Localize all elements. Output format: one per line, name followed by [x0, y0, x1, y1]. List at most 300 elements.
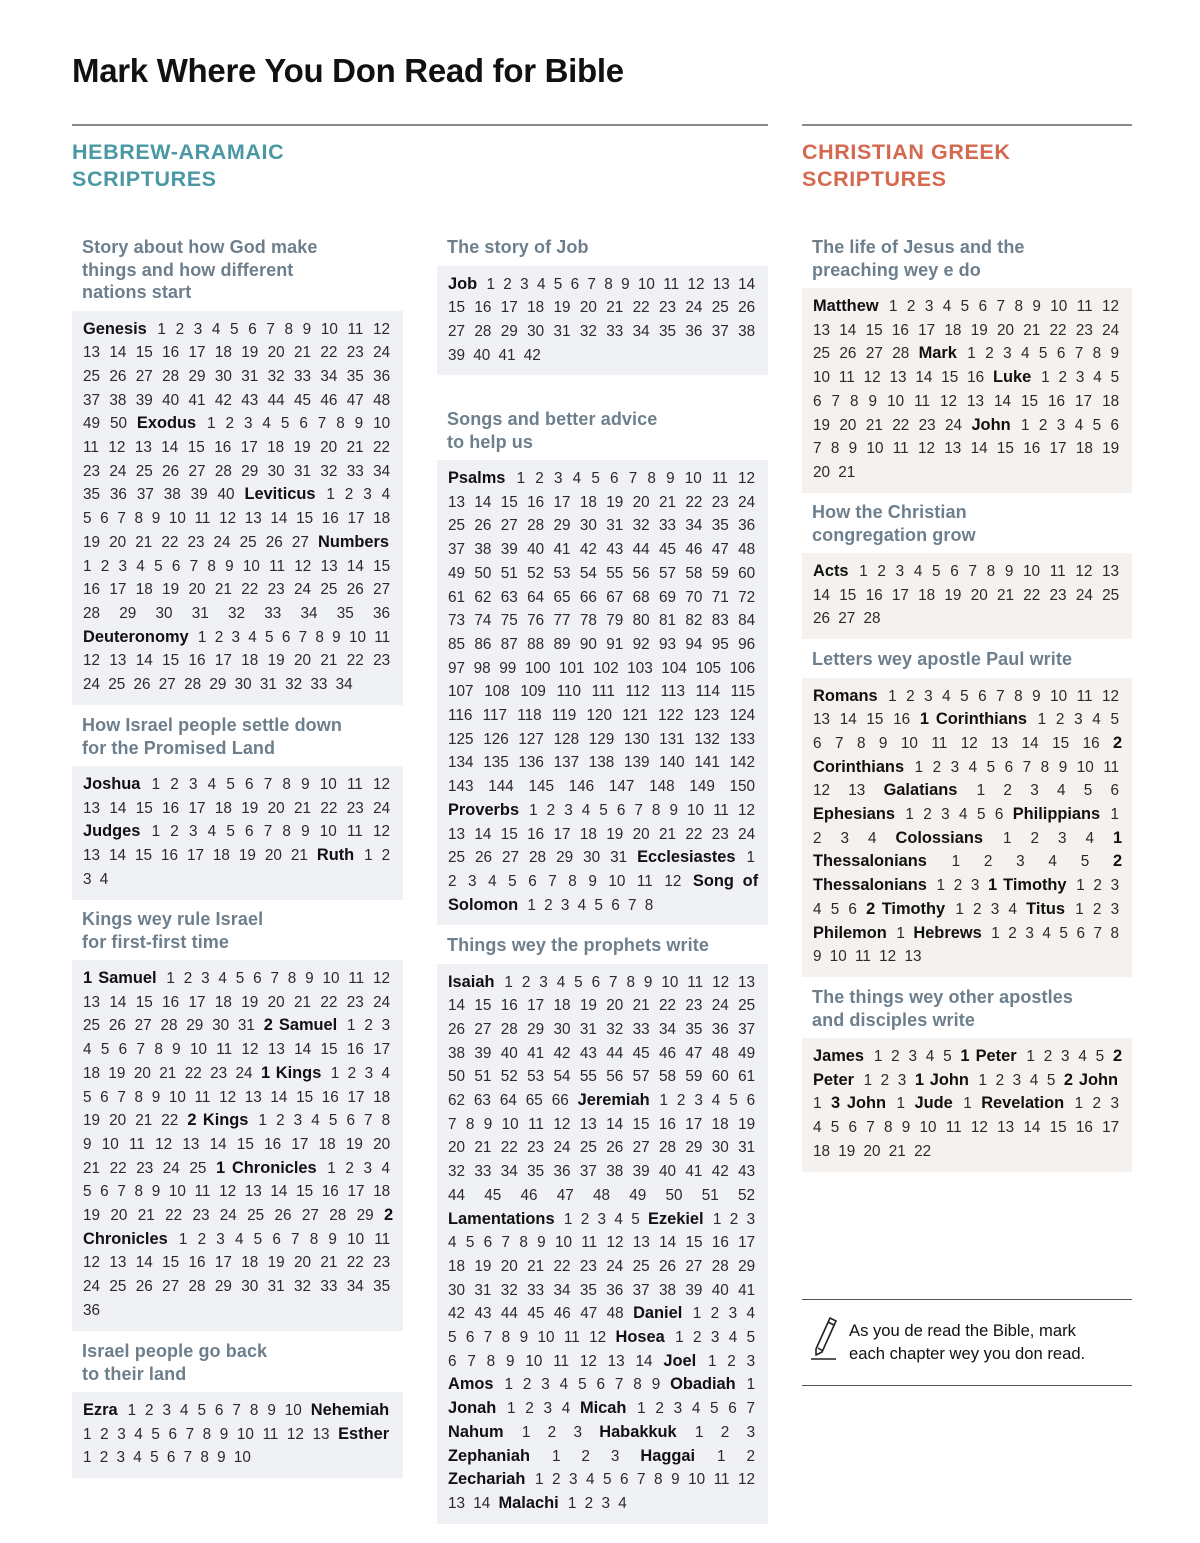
- chapter-number[interactable]: 19: [241, 799, 259, 817]
- chapter-number[interactable]: 36: [373, 367, 391, 385]
- chapter-number[interactable]: 9: [301, 823, 310, 841]
- chapter-number[interactable]: 43: [606, 541, 624, 559]
- chapter-number[interactable]: 14: [270, 1088, 288, 1106]
- chapter-number[interactable]: 6: [596, 1376, 605, 1394]
- chapter-number[interactable]: 11: [1103, 758, 1120, 776]
- chapter-number[interactable]: 3: [363, 1159, 372, 1177]
- chapter-number[interactable]: 28: [329, 1207, 347, 1225]
- chapter-number[interactable]: 3: [970, 877, 980, 895]
- chapter-number[interactable]: 2: [727, 1352, 736, 1370]
- chapter-number[interactable]: 107: [448, 683, 474, 701]
- chapter-number[interactable]: 8: [200, 1449, 209, 1467]
- chapter-number[interactable]: 2: [1003, 782, 1012, 800]
- chapter-number[interactable]: 13: [312, 1425, 330, 1443]
- chapter-number[interactable]: 9: [1032, 298, 1041, 315]
- chapter-number[interactable]: 131: [659, 730, 685, 748]
- chapter-number[interactable]: 28: [892, 345, 910, 363]
- chapter-number[interactable]: 1: [707, 1352, 717, 1370]
- chapter-number[interactable]: 10: [242, 557, 260, 575]
- chapter-number[interactable]: 23: [1049, 586, 1067, 604]
- chapter-number[interactable]: 33: [320, 1278, 338, 1296]
- chapter-number[interactable]: 7: [996, 687, 1005, 705]
- chapter-number[interactable]: 8: [1092, 345, 1102, 363]
- chapter-number[interactable]: 6: [1110, 782, 1120, 800]
- chapter-number[interactable]: 19: [83, 533, 101, 551]
- chapter-number[interactable]: 5: [986, 758, 996, 776]
- chapter-number[interactable]: 8: [282, 823, 291, 841]
- chapter-number[interactable]: 2: [584, 1494, 594, 1512]
- chapter-number[interactable]: 38: [474, 541, 492, 559]
- chapter-number[interactable]: 12: [737, 801, 755, 819]
- chapter-number[interactable]: 21: [1023, 321, 1041, 339]
- chapter-number[interactable]: 22: [109, 1159, 127, 1177]
- chapter-number[interactable]: 12: [1075, 563, 1093, 580]
- chapter-number[interactable]: 10: [189, 1041, 207, 1059]
- chapter-number[interactable]: 13: [320, 557, 338, 575]
- chapter-number[interactable]: 3: [897, 1071, 907, 1089]
- chapter-number[interactable]: 3: [1061, 1048, 1070, 1065]
- chapter-number[interactable]: 20: [996, 321, 1014, 339]
- chapter-number[interactable]: 4: [572, 470, 582, 487]
- chapter-number[interactable]: 5: [1110, 369, 1120, 387]
- chapter-number[interactable]: 21: [137, 1207, 155, 1225]
- chapter-number[interactable]: 10: [348, 628, 366, 646]
- chapter-number[interactable]: 17: [188, 993, 206, 1011]
- chapter-number[interactable]: 41: [188, 391, 206, 409]
- chapter-number[interactable]: 7: [746, 1400, 756, 1418]
- chapter-number[interactable]: 27: [135, 367, 153, 385]
- chapter-number[interactable]: 15: [500, 493, 518, 511]
- chapter-number[interactable]: 37: [738, 1020, 756, 1038]
- chapter-number[interactable]: 1: [567, 1494, 577, 1512]
- chapter-number[interactable]: 13: [813, 711, 831, 729]
- chapter-number[interactable]: 14: [474, 493, 492, 511]
- chapter-number[interactable]: 35: [83, 486, 101, 504]
- chapter-number[interactable]: 32: [579, 322, 597, 340]
- chapter-number[interactable]: 99: [499, 659, 517, 677]
- chapter-number[interactable]: 100: [524, 659, 551, 677]
- chapter-number[interactable]: 23: [685, 997, 703, 1015]
- chapter-number[interactable]: 5: [328, 1112, 338, 1130]
- chapter-number[interactable]: 16: [321, 1088, 339, 1106]
- chapter-number[interactable]: 1: [888, 687, 897, 705]
- chapter-number[interactable]: 23: [267, 581, 285, 599]
- chapter-number[interactable]: 6: [1110, 416, 1120, 434]
- chapter-number[interactable]: 3: [1012, 1071, 1022, 1089]
- chapter-number[interactable]: 3: [990, 900, 1000, 918]
- chapter-number[interactable]: 141: [694, 754, 720, 772]
- chapter-number[interactable]: 4: [1008, 900, 1017, 918]
- chapter-number[interactable]: 10: [554, 1234, 572, 1252]
- chapter-number[interactable]: 22: [685, 493, 703, 511]
- chapter-number[interactable]: 26: [108, 1017, 126, 1035]
- chapter-number[interactable]: 7: [587, 275, 596, 293]
- chapter-number[interactable]: 22: [184, 1064, 202, 1082]
- chapter-number[interactable]: 5: [100, 1041, 110, 1059]
- chapter-number[interactable]: 22: [161, 1112, 179, 1130]
- chapter-number[interactable]: 43: [579, 1044, 597, 1062]
- chapter-number[interactable]: 82: [685, 612, 703, 630]
- chapter-number[interactable]: 12: [879, 948, 897, 966]
- chapter-number[interactable]: 2: [344, 486, 354, 504]
- chapter-number[interactable]: 40: [500, 1044, 518, 1062]
- chapter-number[interactable]: 29: [685, 1139, 703, 1157]
- chapter-number[interactable]: 2: [676, 1092, 686, 1110]
- chapter-number[interactable]: 4: [728, 1329, 738, 1347]
- chapter-number[interactable]: 46: [685, 541, 703, 559]
- chapter-number[interactable]: 23: [83, 462, 101, 480]
- chapter-number[interactable]: 15: [134, 847, 152, 865]
- chapter-number[interactable]: 19: [738, 1115, 756, 1133]
- chapter-number[interactable]: 32: [228, 604, 246, 622]
- chapter-number[interactable]: 44: [500, 1305, 518, 1323]
- chapter-number[interactable]: 15: [373, 557, 391, 575]
- chapter-number[interactable]: 9: [217, 1449, 226, 1467]
- chapter-number[interactable]: 17: [188, 799, 206, 817]
- chapter-number[interactable]: 21: [294, 344, 312, 362]
- chapter-number[interactable]: 2: [877, 563, 886, 580]
- chapter-number[interactable]: 13: [83, 344, 101, 362]
- chapter-number[interactable]: 20: [632, 493, 650, 511]
- chapter-number[interactable]: 2: [655, 1400, 664, 1418]
- chapter-number[interactable]: 16: [264, 1135, 282, 1153]
- chapter-number[interactable]: 47: [685, 1044, 703, 1062]
- chapter-number[interactable]: 9: [267, 1402, 276, 1419]
- chapter-number[interactable]: 146: [568, 778, 595, 796]
- chapter-number[interactable]: 23: [711, 825, 729, 843]
- chapter-number[interactable]: 1: [534, 1471, 544, 1489]
- chapter-number[interactable]: 24: [738, 493, 756, 511]
- chapter-number[interactable]: 142: [729, 754, 756, 772]
- chapter-number[interactable]: 2: [345, 1159, 354, 1177]
- chapter-number[interactable]: 66: [579, 588, 597, 606]
- chapter-number[interactable]: 17: [240, 439, 258, 457]
- chapter-number[interactable]: 12: [83, 652, 101, 670]
- chapter-number[interactable]: 3: [746, 1423, 756, 1441]
- chapter-number[interactable]: 1: [712, 1210, 722, 1228]
- chapter-number[interactable]: 14: [270, 1183, 288, 1201]
- chapter-number[interactable]: 31: [267, 1278, 285, 1296]
- chapter-number[interactable]: 9: [643, 973, 653, 991]
- chapter-number[interactable]: 11: [663, 275, 680, 293]
- chapter-number[interactable]: 7: [270, 970, 279, 987]
- chapter-number[interactable]: 98: [473, 659, 491, 677]
- chapter-number[interactable]: 1: [717, 1447, 726, 1465]
- chapter-number[interactable]: 9: [1004, 563, 1014, 580]
- chapter-number[interactable]: 1: [151, 823, 161, 841]
- chapter-number[interactable]: 105: [695, 659, 721, 677]
- chapter-number[interactable]: 5: [151, 1425, 160, 1443]
- chapter-number[interactable]: 75: [500, 612, 518, 630]
- chapter-number[interactable]: 7: [628, 470, 638, 487]
- chapter-number[interactable]: 8: [501, 1329, 511, 1347]
- chapter-number[interactable]: 4: [813, 1119, 822, 1137]
- chapter-number[interactable]: 4: [585, 1471, 595, 1489]
- chapter-number[interactable]: 3: [1110, 900, 1120, 918]
- chapter-number[interactable]: 2: [175, 320, 185, 338]
- chapter-number[interactable]: 56: [606, 1068, 624, 1086]
- chapter-number[interactable]: 1: [157, 320, 166, 338]
- chapter-number[interactable]: 16: [865, 586, 883, 604]
- chapter-number[interactable]: 38: [448, 1044, 466, 1062]
- chapter-number[interactable]: 6: [610, 470, 619, 487]
- chapter-number[interactable]: 2: [580, 1210, 590, 1228]
- chapter-number[interactable]: 5: [729, 1092, 738, 1110]
- chapter-number[interactable]: 5: [1059, 924, 1068, 942]
- chapter-number[interactable]: 7: [866, 1119, 875, 1137]
- chapter-number[interactable]: 21: [320, 1254, 338, 1272]
- chapter-number[interactable]: 22: [346, 652, 364, 670]
- chapter-number[interactable]: 25: [711, 299, 729, 317]
- chapter-number[interactable]: 3: [117, 1425, 126, 1443]
- chapter-number[interactable]: 25: [135, 462, 153, 480]
- chapter-number[interactable]: 21: [474, 1139, 492, 1157]
- chapter-number[interactable]: 29: [209, 676, 227, 694]
- chapter-number[interactable]: 18: [241, 1254, 259, 1272]
- chapter-number[interactable]: 48: [606, 1305, 624, 1323]
- chapter-number[interactable]: 17: [527, 997, 545, 1015]
- chapter-number[interactable]: 1: [504, 973, 513, 991]
- chapter-number[interactable]: 16: [893, 711, 911, 729]
- chapter-number[interactable]: 8: [336, 415, 345, 433]
- chapter-number[interactable]: 18: [448, 1257, 466, 1275]
- chapter-number[interactable]: 7: [996, 298, 1006, 315]
- chapter-number[interactable]: 109: [520, 683, 546, 701]
- chapter-number[interactable]: 1: [529, 801, 538, 819]
- chapter-number[interactable]: 21: [888, 1142, 906, 1160]
- chapter-number[interactable]: 25: [83, 367, 101, 385]
- chapter-number[interactable]: 10: [320, 320, 338, 338]
- chapter-number[interactable]: 14: [108, 847, 126, 865]
- chapter-number[interactable]: 144: [488, 778, 514, 796]
- chapter-number[interactable]: 4: [1074, 416, 1084, 434]
- chapter-number[interactable]: 22: [320, 993, 338, 1011]
- chapter-number[interactable]: 19: [606, 825, 624, 843]
- chapter-number[interactable]: 40: [162, 391, 180, 409]
- chapter-number[interactable]: 2: [99, 1449, 109, 1467]
- chapter-number[interactable]: 5: [508, 872, 517, 890]
- chapter-number[interactable]: 21: [320, 652, 338, 670]
- chapter-number[interactable]: 1: [863, 1071, 873, 1089]
- chapter-number[interactable]: 4: [746, 1305, 756, 1323]
- chapter-number[interactable]: 85: [448, 635, 466, 653]
- chapter-number[interactable]: 6: [813, 734, 822, 752]
- chapter-number[interactable]: 6: [616, 801, 626, 819]
- chapter-number[interactable]: 21: [606, 299, 624, 317]
- chapter-number[interactable]: 13: [632, 1234, 650, 1252]
- chapter-number[interactable]: 15: [866, 711, 884, 729]
- chapter-number[interactable]: 4: [1029, 1071, 1039, 1089]
- chapter-number[interactable]: 3: [895, 563, 905, 580]
- chapter-number[interactable]: 14: [109, 993, 127, 1011]
- chapter-number[interactable]: 4: [381, 1159, 391, 1177]
- chapter-number[interactable]: 3: [601, 1494, 610, 1512]
- chapter-number[interactable]: 24: [606, 1257, 624, 1275]
- chapter-number[interactable]: 51: [701, 1186, 719, 1204]
- chapter-number[interactable]: 3: [1074, 711, 1083, 729]
- chapter-number[interactable]: 13: [966, 392, 984, 410]
- chapter-number[interactable]: 2: [544, 896, 553, 914]
- chapter-number[interactable]: 53: [553, 564, 571, 582]
- chapter-number[interactable]: 4: [968, 758, 978, 776]
- chapter-number[interactable]: 111: [591, 683, 615, 701]
- chapter-number[interactable]: 8: [315, 628, 324, 646]
- chapter-number[interactable]: 3: [1025, 924, 1034, 942]
- chapter-number[interactable]: 1: [207, 415, 216, 433]
- chapter-number[interactable]: 42: [523, 346, 541, 364]
- chapter-number[interactable]: 3: [908, 1048, 917, 1065]
- chapter-number[interactable]: 7: [1074, 345, 1084, 363]
- chapter-number[interactable]: 12: [1102, 687, 1120, 705]
- chapter-number[interactable]: 2: [1038, 416, 1048, 434]
- chapter-number[interactable]: 34: [373, 462, 391, 480]
- chapter-number[interactable]: 1: [675, 1329, 684, 1347]
- chapter-number[interactable]: 29: [553, 517, 571, 535]
- chapter-number[interactable]: 18: [212, 847, 230, 865]
- chapter-number[interactable]: 29: [556, 849, 574, 867]
- chapter-number[interactable]: 16: [658, 1115, 676, 1133]
- chapter-number[interactable]: 25: [813, 345, 831, 363]
- chapter-number[interactable]: 2: [1092, 900, 1102, 918]
- chapter-number[interactable]: 2: [983, 853, 993, 871]
- chapter-number[interactable]: 10: [1050, 687, 1068, 705]
- chapter-number[interactable]: 115: [730, 683, 756, 701]
- chapter-number[interactable]: 18: [918, 586, 936, 604]
- chapter-number[interactable]: 6: [591, 973, 601, 991]
- chapter-number[interactable]: 19: [944, 586, 962, 604]
- chapter-number[interactable]: 2: [720, 1423, 730, 1441]
- chapter-number[interactable]: 28: [527, 517, 545, 535]
- chapter-number[interactable]: 34: [685, 517, 703, 535]
- chapter-number[interactable]: 30: [711, 1139, 729, 1157]
- chapter-number[interactable]: 16: [1082, 734, 1100, 752]
- chapter-number[interactable]: 12: [1102, 298, 1120, 315]
- chapter-number[interactable]: 43: [241, 391, 259, 409]
- chapter-number[interactable]: 79: [606, 612, 624, 630]
- chapter-number[interactable]: 16: [500, 997, 518, 1015]
- chapter-number[interactable]: 17: [553, 493, 571, 511]
- chapter-number[interactable]: 23: [346, 344, 364, 362]
- chapter-number[interactable]: 36: [553, 1163, 571, 1181]
- chapter-number[interactable]: 1: [859, 563, 868, 580]
- chapter-number[interactable]: 28: [711, 1257, 729, 1275]
- chapter-number[interactable]: 32: [267, 367, 285, 385]
- chapter-number[interactable]: 9: [621, 275, 630, 293]
- chapter-number[interactable]: 39: [448, 346, 466, 364]
- chapter-number[interactable]: 15: [448, 299, 466, 317]
- chapter-number[interactable]: 10: [319, 776, 337, 793]
- chapter-number[interactable]: 22: [165, 1207, 183, 1225]
- chapter-number[interactable]: 12: [813, 782, 831, 800]
- chapter-number[interactable]: 5: [943, 1048, 952, 1065]
- chapter-number[interactable]: 3: [162, 1402, 172, 1419]
- chapter-number[interactable]: 13: [712, 275, 730, 293]
- chapter-number[interactable]: 7: [614, 1376, 624, 1394]
- chapter-number[interactable]: 16: [321, 510, 339, 528]
- chapter-number[interactable]: 5: [1095, 1048, 1105, 1065]
- chapter-number[interactable]: 39: [474, 1044, 492, 1062]
- chapter-number[interactable]: 19: [238, 847, 256, 865]
- chapter-number[interactable]: 15: [135, 344, 153, 362]
- chapter-number[interactable]: 19: [606, 493, 624, 511]
- chapter-number[interactable]: 81: [659, 612, 677, 630]
- chapter-number[interactable]: 3: [560, 896, 570, 914]
- chapter-number[interactable]: 2: [880, 1071, 890, 1089]
- chapter-number[interactable]: 5: [465, 1234, 475, 1252]
- chapter-number[interactable]: 20: [863, 1142, 881, 1160]
- chapter-number[interactable]: 4: [1092, 711, 1101, 729]
- chapter-number[interactable]: 3: [520, 275, 529, 293]
- chapter-number[interactable]: 44: [606, 1044, 624, 1062]
- chapter-number[interactable]: 12: [917, 440, 935, 458]
- chapter-number[interactable]: 4: [234, 1230, 244, 1248]
- chapter-number[interactable]: 26: [606, 1139, 624, 1157]
- chapter-number[interactable]: 28: [659, 1139, 677, 1157]
- chapter-number[interactable]: 86: [474, 635, 492, 653]
- chapter-number[interactable]: 52: [738, 1186, 756, 1204]
- chapter-number[interactable]: 102: [593, 659, 619, 677]
- chapter-number[interactable]: 23: [711, 493, 729, 511]
- chapter-number[interactable]: 5: [235, 970, 245, 987]
- chapter-number[interactable]: 22: [241, 581, 259, 599]
- chapter-number[interactable]: 4: [248, 628, 257, 646]
- chapter-number[interactable]: 70: [685, 588, 703, 606]
- chapter-number[interactable]: 148: [649, 778, 675, 796]
- chapter-number[interactable]: 1: [955, 900, 964, 918]
- chapter-number[interactable]: 31: [294, 462, 312, 480]
- chapter-number[interactable]: 10: [919, 1119, 937, 1137]
- chapter-number[interactable]: 10: [168, 1088, 186, 1106]
- chapter-number[interactable]: 11: [528, 1115, 544, 1133]
- chapter-number[interactable]: 14: [813, 586, 831, 604]
- chapter-number[interactable]: 3: [673, 1400, 683, 1418]
- chapter-number[interactable]: 3: [118, 557, 128, 575]
- chapter-number[interactable]: 2: [581, 1447, 590, 1465]
- chapter-number[interactable]: 18: [711, 1115, 729, 1133]
- chapter-number[interactable]: 16: [162, 799, 180, 817]
- chapter-number[interactable]: 4: [1078, 1048, 1087, 1065]
- chapter-number[interactable]: 63: [500, 588, 518, 606]
- chapter-number[interactable]: 9: [483, 1115, 493, 1133]
- chapter-number[interactable]: 16: [188, 1254, 206, 1272]
- chapter-number[interactable]: 7: [183, 1449, 193, 1467]
- chapter-number[interactable]: 14: [839, 711, 857, 729]
- chapter-number[interactable]: 2: [932, 758, 942, 776]
- chapter-number[interactable]: 21: [83, 1159, 101, 1177]
- chapter-number[interactable]: 9: [878, 734, 888, 752]
- chapter-number[interactable]: 24: [373, 799, 391, 817]
- chapter-number[interactable]: 6: [166, 1449, 176, 1467]
- chapter-number[interactable]: 22: [320, 344, 338, 362]
- chapter-number[interactable]: 13: [944, 440, 962, 458]
- chapter-number[interactable]: 4: [381, 1064, 390, 1082]
- chapter-number[interactable]: 9: [172, 1041, 181, 1059]
- chapter-number[interactable]: 5: [574, 973, 583, 991]
- chapter-number[interactable]: 15: [296, 1183, 314, 1201]
- chapter-number[interactable]: 4: [99, 870, 109, 888]
- chapter-number[interactable]: 4: [536, 275, 546, 293]
- chapter-number[interactable]: 27: [502, 849, 520, 867]
- chapter-number[interactable]: 1: [694, 1423, 704, 1441]
- chapter-number[interactable]: 1: [896, 924, 905, 942]
- chapter-number[interactable]: 9: [219, 1425, 229, 1443]
- chapter-number[interactable]: 27: [838, 610, 856, 628]
- chapter-number[interactable]: 5: [960, 298, 970, 315]
- chapter-number[interactable]: 17: [214, 1254, 232, 1272]
- chapter-number[interactable]: 8: [626, 973, 635, 991]
- chapter-number[interactable]: 41: [738, 1281, 756, 1299]
- chapter-number[interactable]: 26: [133, 676, 151, 694]
